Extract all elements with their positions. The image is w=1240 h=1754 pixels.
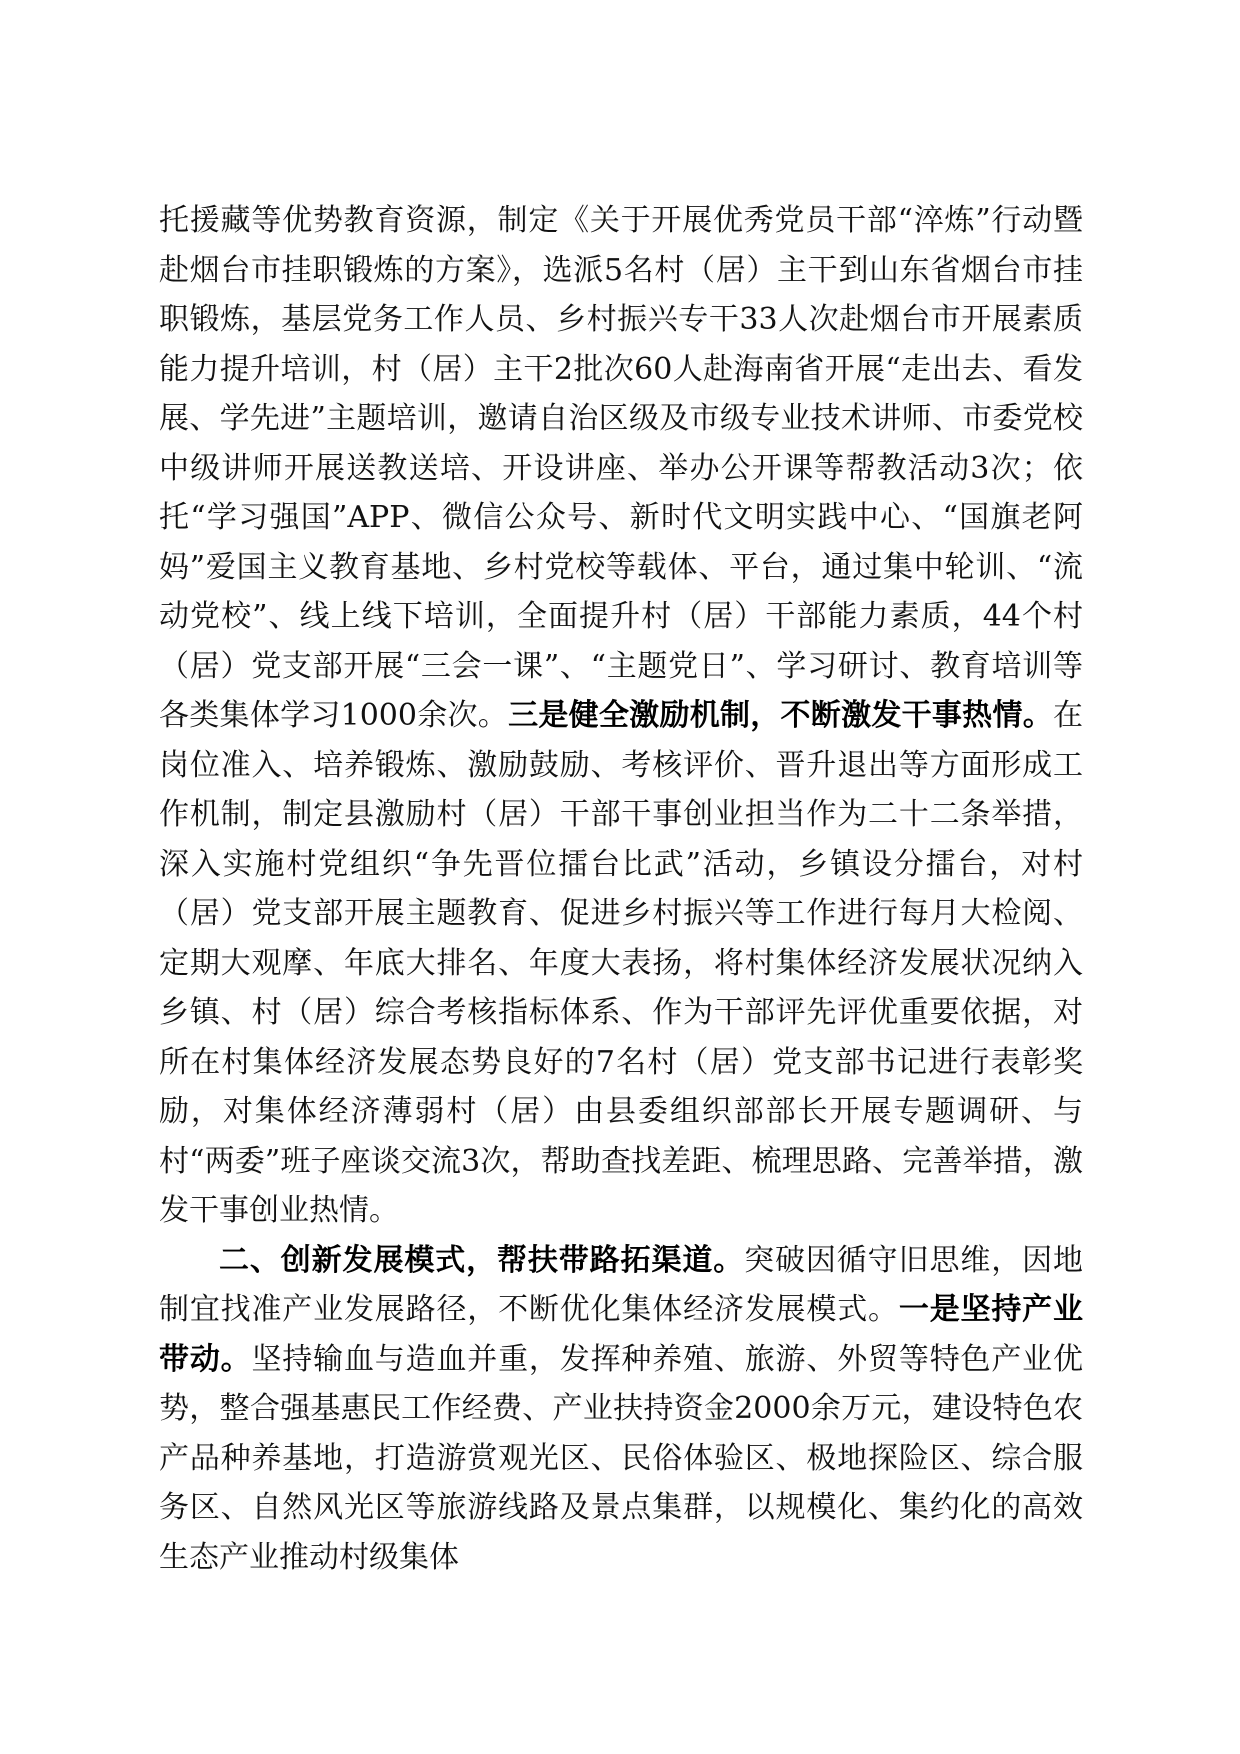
paragraph-2-heading-one: 一是坚持产业带动。 — [159, 1292, 1084, 1377]
paragraph-1-text-continued: 在岗位准入、培养锻炼、激励鼓励、考核评价、晋升退出等方面形成工作机制，制定县激励村（居）干部干事创业担当作为二十二条举措，深入实施村党组织“争先晋位擂台比武”活动，乡镇设分擂台，对村（居）党支部开展主题教育、促进乡村振兴等工作进行每月大检阅、定期大观摩、年底大排名、年度大表扬，将村集体经济发展状况纳入乡镇、村（居）综合考核指标体系、作为干部评先评优重要依据，对所在村集体经济发展态势良好的7名村（居）党支部书记进行表彰奖励，对集体经济薄弱村（居）由县委组织部部长开展专题调研、与村“两委”班子座谈交流3次，帮助查找差距、梳理思路、完善举措，激发干事创业热情。 — [159, 698, 1083, 1228]
paragraph-1 — [159, 196, 1083, 1236]
section-heading-two: 二、创新发展模式，帮扶带路拓渠道。 — [219, 1242, 745, 1278]
paragraph-2-text: 突破因循守旧思维，因地制宜找准产业发展路径，不断优化集体经济发展模式。 — [159, 1242, 1084, 1327]
document-body — [159, 196, 1083, 1582]
paragraph-1-heading-three: 三是健全激励机制，不断激发干事热情。 — [508, 698, 1053, 733]
paragraph-1-text: 托援藏等优势教育资源，制定《关于开展优秀党员干部“淬炼”行动暨赴烟台市挂职锻炼的方案》，选派5名村（居）主干到山东省烟台市挂职锻炼，基层党务工作人员、乡村振兴专干33人次赴烟台市开展素质能力提升培训，村（居）主干2批次60人赴海南省开展“走出去、看发展、学先进”主题培训，邀请自治区级及市级专业技术讲师、市委党校中级讲师开展送教送培、开设讲座、举办公开课等帮教活动3次；依托“学习强国”APP、微信公众号、新时代文明实践中心、“国旗老阿妈”爱国主义教育基地、乡村党校等载体、平台，通过集中轮训、“流动党校”、线上线下培训，全面提升村（居）干部能力素质，44个村（居）党支部开展“三会一课”、“主题党日”、学习研讨、教育培训等各类集体学习1000余次。 — [159, 203, 1083, 733]
paragraph-2-text-continued: 坚持输血与造血并重，发挥种养殖、旅游、外贸等特色产业优势，整合强基惠民工作经费、产业扶持资金2000余万元，建设特色农产品种养基地，打造游赏观光区、民俗体验区、极地探险区、综合服务区、自然风光区等旅游线路及景点集群，以规模化、集约化的高效生态产业推动村级集体 — [159, 1341, 1084, 1575]
paragraph-2 — [159, 1236, 1083, 1583]
